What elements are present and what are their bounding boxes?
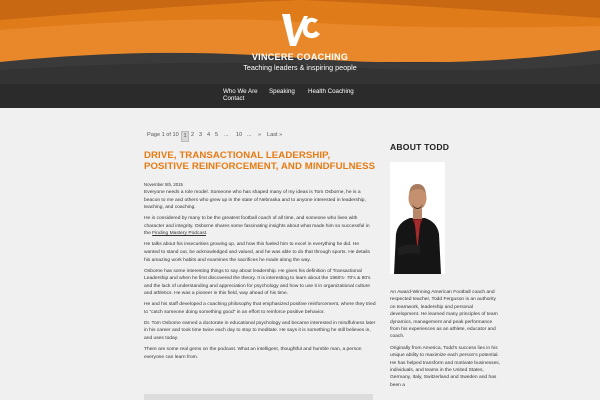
brand-tagline: Teaching leaders & inspiring people: [243, 63, 357, 72]
pagination-page-link[interactable]: 4: [207, 132, 211, 138]
pagination-page-of: Page 1 of 10: [147, 132, 179, 138]
post-paragraph: There are some real gems on the podcast. What an intelligent, thoughtful and humble man, a person everyone can learn from.: [144, 347, 362, 360]
post-paragraph: Osborne has some interesting things to say about leadership. He gives his definition of Transactional Leadership and when he first discovered the theory. It is interesting to learn about the 1960's- 70's & 80's and the lack of understanding and appreciation for psychology and how to use it in organizational culture and athletics. He was a pioneer in this field, way ahead of his time.: [144, 268, 371, 297]
finding-mastery-podcast-link[interactable]: Finding Mastery Podcast: [152, 231, 206, 237]
todd-portrait-image: [390, 162, 445, 274]
sidebar-paragraph: Originally from America, Todd's success lies in his unique ability to maximize each person's potential. He has helped transform and motivate businesses, individuals, and teams in the United States, Germany, Italy, Switzerland and Sweden and has been a: [390, 345, 501, 388]
pagination-ellipsis: ...: [247, 132, 252, 138]
main-nav: [0, 84, 600, 108]
post-date: November 5th, 2015: [144, 182, 183, 187]
post-body: [144, 189, 376, 365]
nav-item-speaking[interactable]: Speaking: [269, 88, 295, 95]
pagination-page-link[interactable]: 2: [191, 132, 195, 138]
post-paragraph: Dr. Tom Osborne earned a doctorate in educational psychology and became interested in mindfulness later in his career and took time twice each day to stop to meditate. He says it is something he still believes in, and uses today.: [144, 320, 376, 342]
pagination-page-link[interactable]: 3: [199, 132, 203, 138]
pagination-page-link[interactable]: 10: [236, 132, 243, 138]
nav-item-health-coaching[interactable]: Health Coaching: [308, 88, 354, 95]
nav-item-contact[interactable]: Contact: [223, 95, 245, 102]
sidebar-title: ABOUT TODD: [390, 142, 450, 152]
pagination-next[interactable]: »: [258, 132, 262, 138]
post-paragraph: [144, 215, 376, 238]
post-paragraph: He talks about his insecurities growing up, and how this fueled him to excel in everything he did. He wanted to stand out, be acknowledged and valued, and he was able to do that through sports. He details his amazing work habits and examines the sacrifices he made along the way.: [144, 242, 370, 263]
pagination-page-link[interactable]: 5: [215, 132, 219, 138]
pagination-ellipsis: ...: [224, 132, 229, 138]
brand-name[interactable]: VINCERE COACHING: [251, 52, 349, 62]
post-paragraph: He and his staff developed a coaching philosophy that emphasized positive reinforcement, where they tried to “catch someone doing something good” in an effort to reinforce positive behavior.: [144, 302, 376, 315]
post-paragraph-text: .: [206, 231, 208, 237]
nav-item-who-we-are[interactable]: Who We Are: [223, 88, 258, 95]
site-header: [0, 0, 600, 108]
post-footer-bar: [144, 394, 373, 400]
post-paragraph: Everyone needs a role model. Someone who has shaped many of my ideas is Tom Osborne, he is a beacon to me and others who grew up in the state of Nebraska and to anyone interested in leadership, teaching, and coaching.: [144, 190, 366, 211]
sidebar-about-text: [390, 289, 502, 393]
pagination-last[interactable]: Last »: [267, 132, 283, 138]
vc-logo-icon[interactable]: [278, 12, 324, 48]
post-paragraph-text: He is considered by many to be the greatest football coach of all time, and someone who lives with character and integrity. Osborne shares some fascinating insights about what made him so successful in the: [144, 216, 370, 237]
pagination-current-page: 1: [181, 131, 189, 142]
sidebar-paragraph: An Award-Winning American Football coach and respected teacher, Todd Ferguson is an authority on teamwork, leadership and personal development. He learned many principles of team dynamics, management and peak performance from his experiences as an athlete, educator and coach.: [390, 290, 498, 340]
post-title[interactable]: DRIVE, TRANSACTIONAL LEADERSHIP, POSITIVE REINFORCEMENT, AND MINDFULNESS: [144, 150, 376, 172]
